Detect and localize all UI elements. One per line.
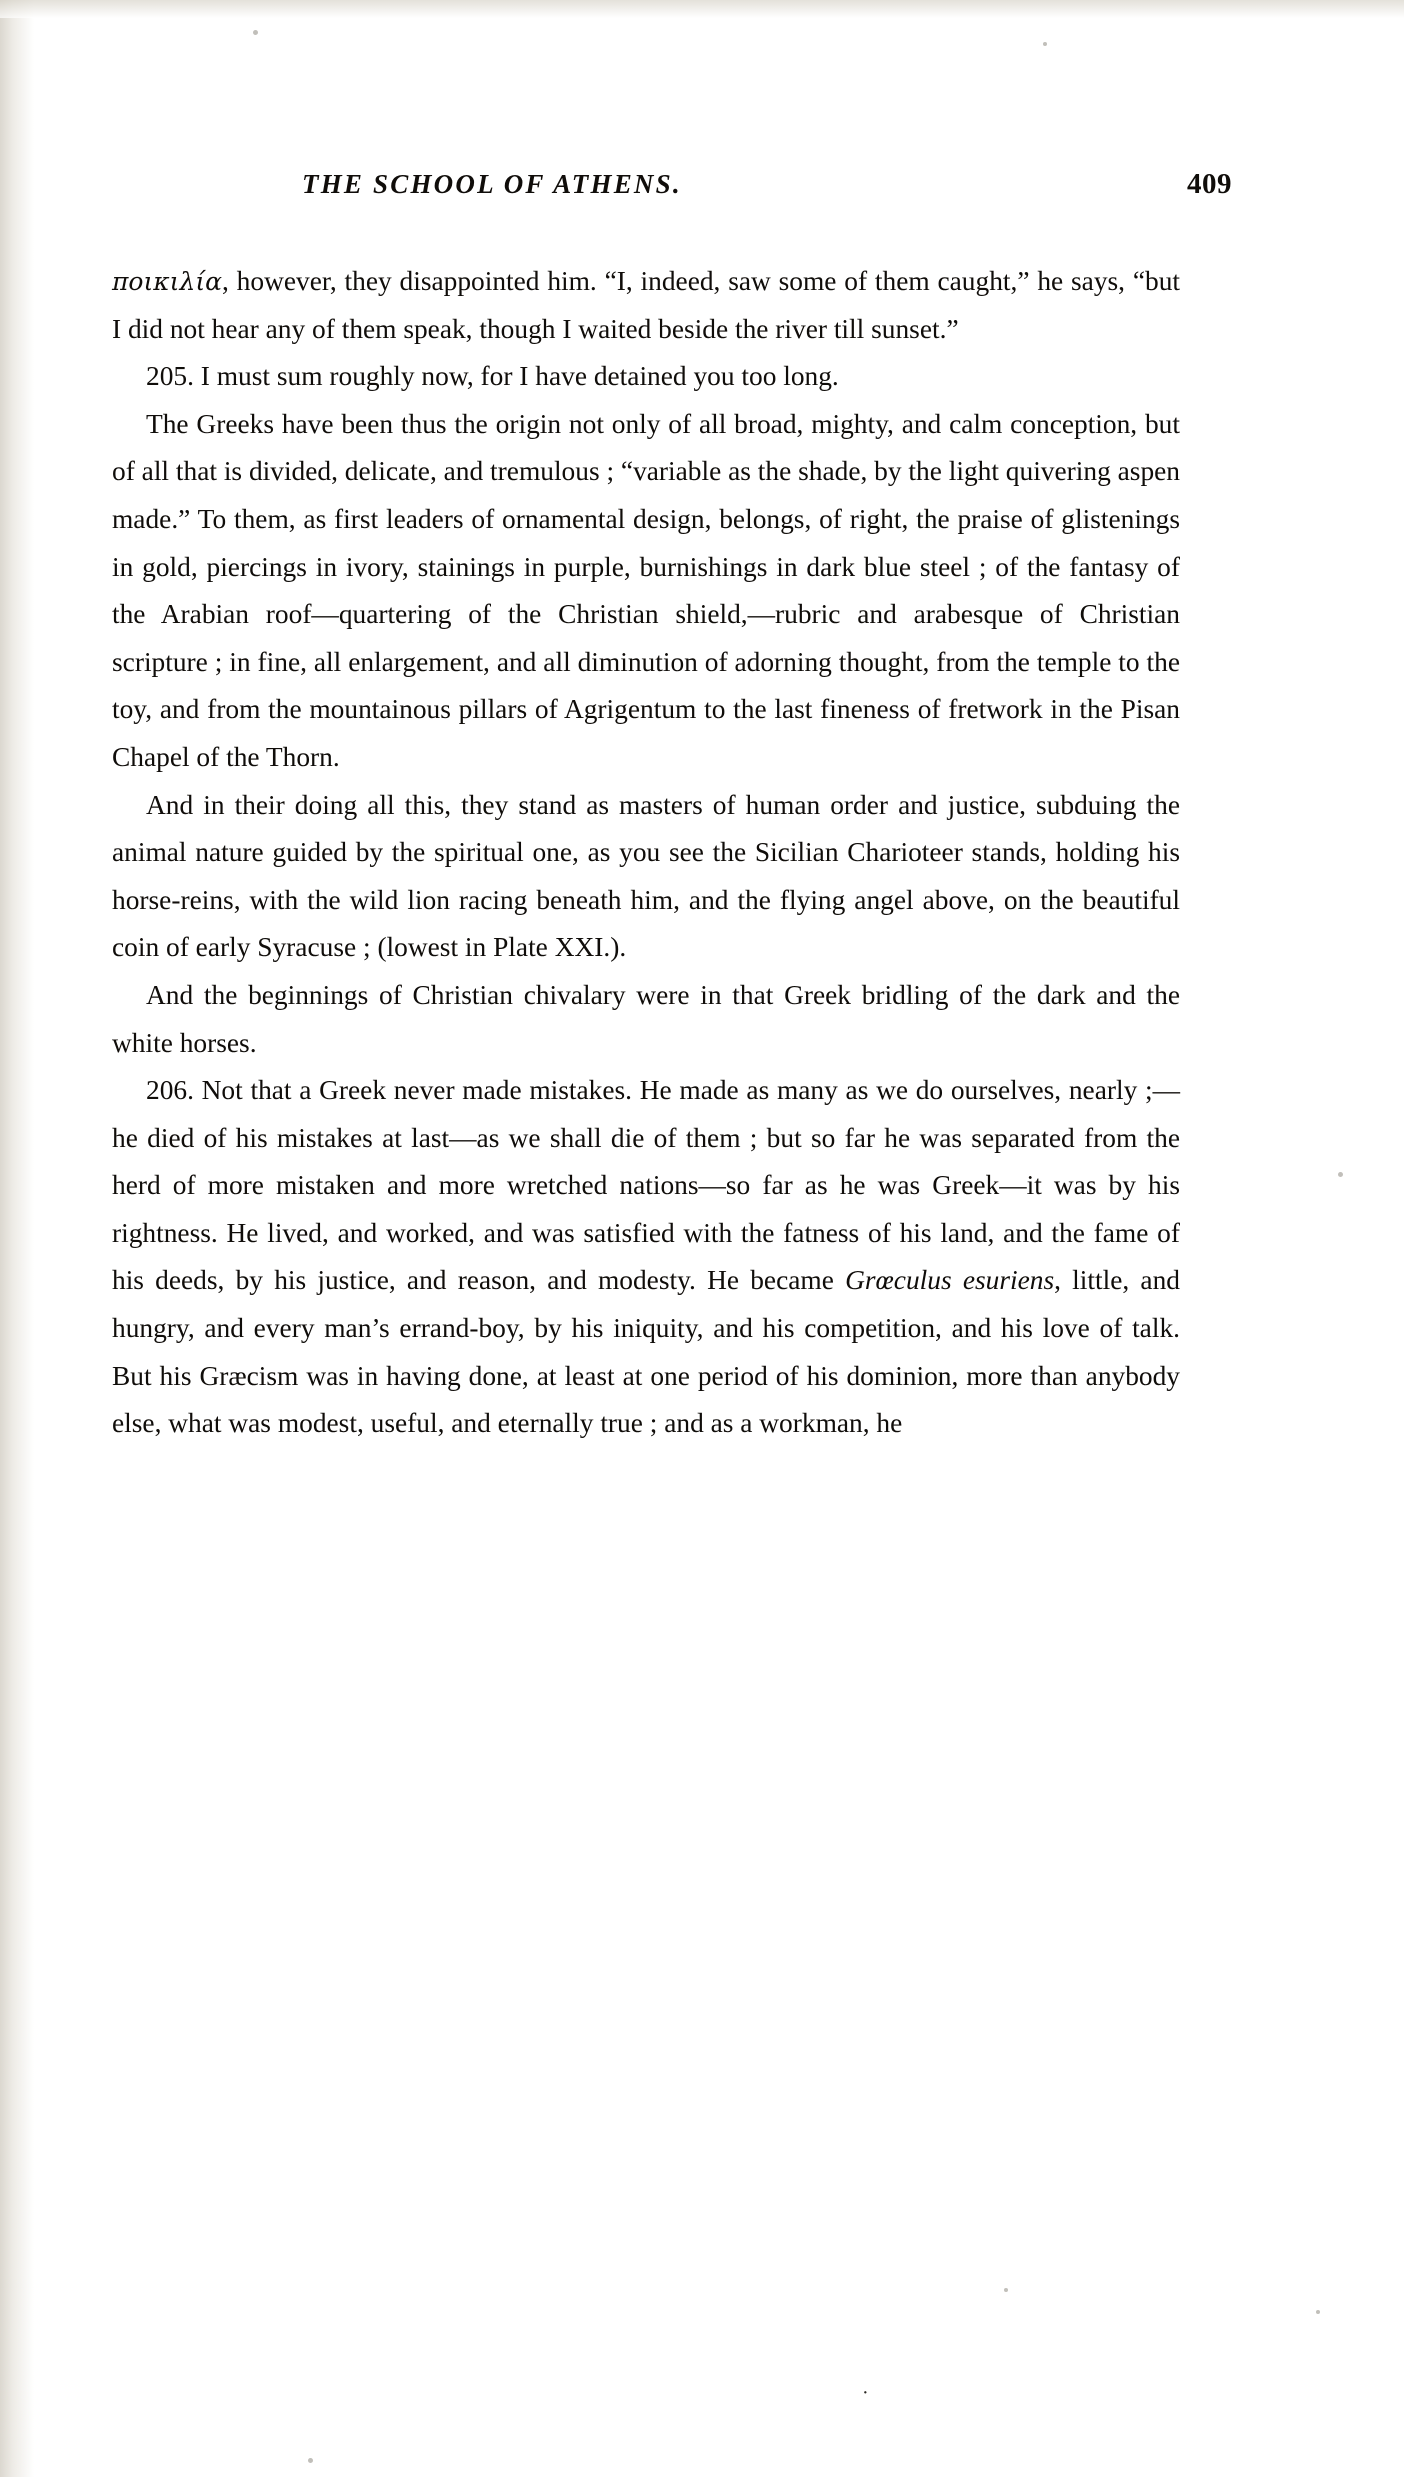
paragraph-chivalry: And the beginnings of Christian chivalary were in that Greek bridling of the dark and the white horses. — [112, 979, 1180, 1058]
page-header — [172, 168, 1232, 201]
page-number: 409 — [1187, 168, 1232, 200]
paragraph-205: 205. I must sum roughly now, for I have detained you too long. — [146, 361, 839, 392]
paragraph-masters: And in their doing all this, they stand as masters of human order and justice, subduing the animal nature guided by the spiritual one, as you see the Sicilian Charioteer stands, holding his horse-reins, with the wild lion racing beneath him, and the flying angel above, on the beautiful coin of early Syracuse ; (lowest in Plate XXI.). — [112, 789, 1180, 963]
running-title: THE SCHOOL OF ATHENS. — [302, 169, 682, 199]
italic-phrase-graeculus-esuriens: Grœculus esuriens — [845, 1265, 1055, 1296]
paragraph-text-before-italic: 206. Not that a Greek never made mistakes. He made as many as we do ourselves, nearly ;—he died of his mistakes at last—as we shall die of them ; but so far he was separated from the herd of more mistaken and more wretched nations—so far as he was Greek—it was by his rightness. He lived, and worked, and was satisfied with the fatness of his land, and the fame of his deeds, by his justice, and reason, and modesty. He became — [112, 1075, 1180, 1296]
greek-word-poikilia: ποικιλία — [112, 267, 223, 296]
body-text — [112, 258, 1180, 1448]
paragraph-206 — [112, 1067, 1180, 1448]
paragraph-text: , however, they disappointed him. “I, indeed, saw some of them caught,” he says, “but I did not hear any of them speak, though I waited beside the river till sunset.” — [112, 266, 1180, 344]
paragraph-text-after-italic: , little, and hungry, and every man’s errand-boy, by his iniquity, and his competition, and his love of talk. But his Græcism was in having done, at least at one period of his dominion, more than anybody else, what was modest, useful, and eternally true ; and as a workman, he — [112, 1265, 1180, 1439]
paragraph-paikilia — [112, 258, 1180, 353]
footer-mark: · — [862, 2382, 869, 2404]
paragraph-greeks-origin: The Greeks have been thus the origin not only of all broad, mighty, and calm conception, but of all that is divided, delicate, and tremulous ; “variable as the shade, by the light quivering aspen made.” To them, as first leaders of ornamental design, belongs, of right, the praise of glistenings in gold, piercings in ivory, stainings in purple, burnishings in dark blue steel ; of the fantasy of the Arabian roof—quartering of the Christian shield,—rubric and arabesque of Christian scripture ; in fine, all enlargement, and all diminution of adorning thought, from the temple to the toy, and from the mountainous pillars of Agrigentum to the last fineness of fretwork in the Pisan Chapel of the Thorn. — [112, 408, 1180, 772]
